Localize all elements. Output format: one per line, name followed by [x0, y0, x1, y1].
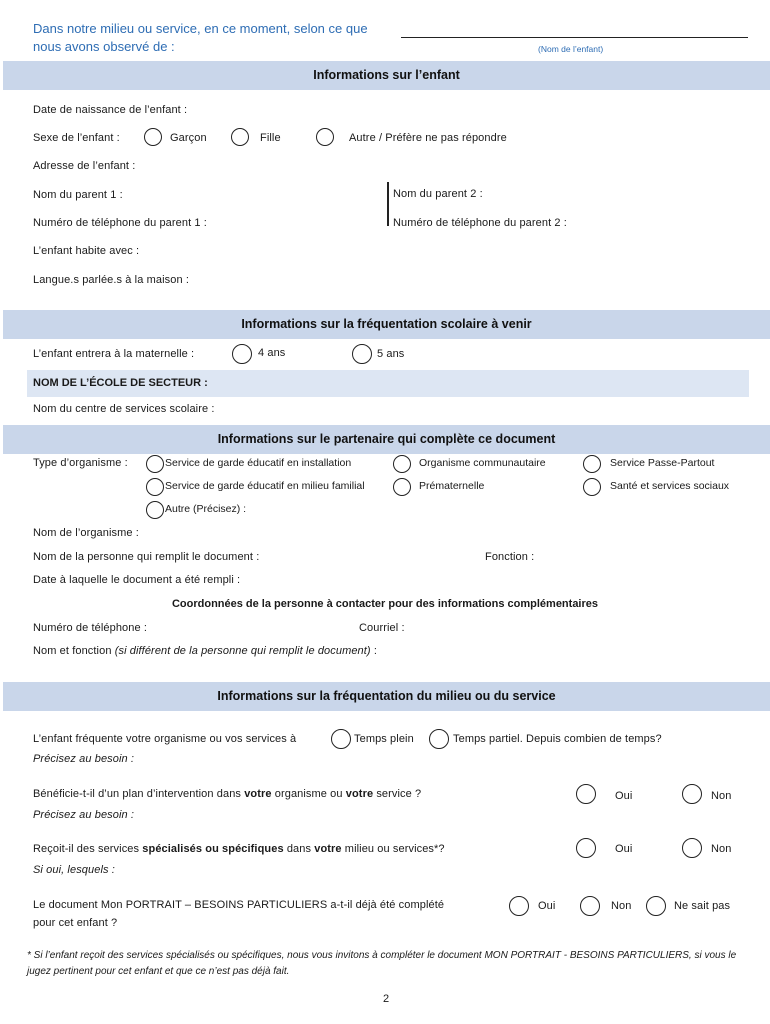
q4-yes: Oui	[538, 900, 556, 912]
lives-with-label: L’enfant habite avec :	[33, 245, 140, 257]
sex-label: Sexe de l’enfant :	[33, 132, 120, 144]
section-bar-milieu	[3, 682, 770, 711]
q2-post: service ?	[373, 788, 422, 800]
q2-bold-2: votre	[345, 788, 374, 800]
section-bar-partenaire	[3, 425, 770, 454]
page-number: 2	[383, 993, 390, 1005]
intro-line-2: nous avons observé de :	[33, 39, 175, 54]
name-function-row	[33, 645, 377, 657]
section-bar-scolaire	[3, 310, 770, 339]
q2-mid: organisme ou	[271, 788, 346, 800]
sex-option-girl: Fille	[260, 132, 281, 144]
parent1-phone-label: Numéro de téléphone du parent 1 :	[33, 217, 207, 229]
org-option-health: Santé et services sociaux	[610, 480, 730, 492]
address-label: Adresse de l’enfant :	[33, 160, 136, 172]
name-function-end: :	[370, 645, 378, 657]
q1-note: Précisez au besoin :	[33, 753, 135, 765]
email-label: Courriel :	[359, 622, 405, 634]
org-type-label: Type d’organisme :	[33, 457, 128, 469]
q3-mid: dans	[283, 843, 315, 855]
radio-org-other[interactable]	[146, 501, 164, 519]
contact-heading: Coordonnées de la personne à contacter pour des informations complémentaires	[171, 598, 599, 610]
q4-no: Non	[611, 900, 632, 912]
function-label: Fonction :	[485, 551, 535, 563]
radio-part-time[interactable]	[429, 729, 449, 749]
q2-label	[33, 788, 421, 800]
parent2-name-label: Nom du parent 2 :	[393, 188, 483, 200]
q1-label: L’enfant fréquente votre organisme ou vos services à	[33, 733, 297, 745]
radio-org-installation[interactable]	[146, 455, 164, 473]
org-option-installation: Service de garde éducatif en installation	[165, 457, 352, 469]
radio-q4-yes[interactable]	[509, 896, 529, 916]
q2-note: Précisez au besoin :	[33, 809, 135, 821]
child-name-caption: (Nom de l’enfant)	[538, 44, 604, 54]
q3-no: Non	[711, 843, 732, 855]
sex-option-boy: Garçon	[170, 132, 207, 144]
radio-org-health[interactable]	[583, 478, 601, 496]
sex-option-other: Autre / Préfère ne pas répondre	[349, 132, 507, 144]
q4-unknown: Ne sait pas	[674, 900, 731, 912]
section-title-scolaire: Informations sur la fréquentation scolaire à venir	[241, 317, 532, 331]
school-label: NOM DE L’ÉCOLE DE SECTEUR :	[33, 377, 208, 389]
q3-pre: Reçoit-il des services	[33, 843, 143, 855]
radio-sex-boy[interactable]	[144, 128, 162, 146]
q3-post: milieu ou services*?	[341, 843, 445, 855]
radio-full-time[interactable]	[331, 729, 351, 749]
radio-org-familial[interactable]	[146, 478, 164, 496]
q4-line-2: pour cet enfant ?	[33, 917, 118, 929]
school-row[interactable]	[27, 370, 749, 397]
name-function-label: Nom et fonction	[33, 645, 115, 657]
radio-age-5[interactable]	[352, 344, 372, 364]
person-name-label: Nom de la personne qui remplit le document :	[33, 551, 260, 563]
section-title-milieu: Informations sur la fréquentation du milieu ou du service	[217, 689, 556, 703]
org-option-passe-partout: Service Passe-Partout	[610, 457, 715, 469]
age-option-4: 4 ans	[258, 347, 286, 359]
radio-sex-girl[interactable]	[231, 128, 249, 146]
section-bar-enfant	[3, 61, 770, 90]
radio-sex-other[interactable]	[316, 128, 334, 146]
child-name-line[interactable]	[401, 37, 748, 38]
q3-label	[33, 843, 445, 855]
radio-q3-no[interactable]	[682, 838, 702, 858]
radio-q2-yes[interactable]	[576, 784, 596, 804]
radio-age-4[interactable]	[232, 344, 252, 364]
birthdate-label: Date de naissance de l’enfant :	[33, 104, 188, 116]
radio-q4-unknown[interactable]	[646, 896, 666, 916]
intro-line-1: Dans notre milieu ou service, en ce moment, selon ce que	[33, 21, 368, 36]
q2-pre: Bénéficie-t-il d’un plan d’intervention dans	[33, 788, 245, 800]
parent2-phone-label: Numéro de téléphone du parent 2 :	[393, 217, 567, 229]
org-option-familial: Service de garde éducatif en milieu familial	[165, 480, 365, 492]
service-center-label: Nom du centre de services scolaire :	[33, 403, 215, 415]
section-title-enfant: Informations sur l’enfant	[313, 68, 460, 82]
kindergarten-label: L’enfant entrera à la maternelle :	[33, 348, 195, 360]
org-name-label: Nom de l’organisme :	[33, 527, 139, 539]
org-option-other: Autre (Précisez) :	[165, 503, 247, 515]
q4-line-1: Le document Mon PORTRAIT – BESOINS PARTICULIERS a-t-il déjà été complété	[33, 899, 445, 911]
name-function-note: (si différent de la personne qui remplit le document)	[114, 645, 371, 657]
parents-divider	[387, 182, 389, 226]
parent1-name-label: Nom du parent 1 :	[33, 189, 123, 201]
q1-option-part-time: Temps partiel. Depuis combien de temps?	[453, 733, 662, 745]
section-title-partenaire: Informations sur le partenaire qui complète ce document	[217, 432, 556, 446]
org-option-community: Organisme communautaire	[419, 457, 546, 469]
radio-q3-yes[interactable]	[576, 838, 596, 858]
q1-option-full-time: Temps plein	[354, 733, 414, 745]
radio-org-passe-partout[interactable]	[583, 455, 601, 473]
q3-bold-2: votre	[314, 843, 342, 855]
radio-q2-no[interactable]	[682, 784, 702, 804]
phone-label: Numéro de téléphone :	[33, 622, 148, 634]
q3-yes: Oui	[615, 843, 633, 855]
q2-yes: Oui	[615, 790, 633, 802]
radio-org-prekindergarten[interactable]	[393, 478, 411, 496]
q3-bold-1: spécialisés ou spécifiques	[142, 843, 284, 855]
q3-note: Si oui, lesquels :	[33, 864, 115, 876]
footnote: * Si l’enfant reçoit des services spécialisés ou spécifiques, nous vous invitons à compléter le document MON PORTRAIT - BESOINS PARTICULIERS, si vous le jugez pertinent pour cet enfant et que ce n’est pas déjà fait.	[27, 950, 737, 977]
age-option-5: 5 ans	[377, 348, 405, 360]
radio-q4-no[interactable]	[580, 896, 600, 916]
radio-org-community[interactable]	[393, 455, 411, 473]
date-filled-label: Date à laquelle le document a été rempli :	[33, 574, 241, 586]
org-option-prekindergarten: Prématernelle	[419, 480, 485, 492]
q2-bold-1: votre	[244, 788, 272, 800]
languages-label: Langue.s parlée.s à la maison :	[33, 274, 189, 286]
q2-no: Non	[711, 790, 732, 802]
